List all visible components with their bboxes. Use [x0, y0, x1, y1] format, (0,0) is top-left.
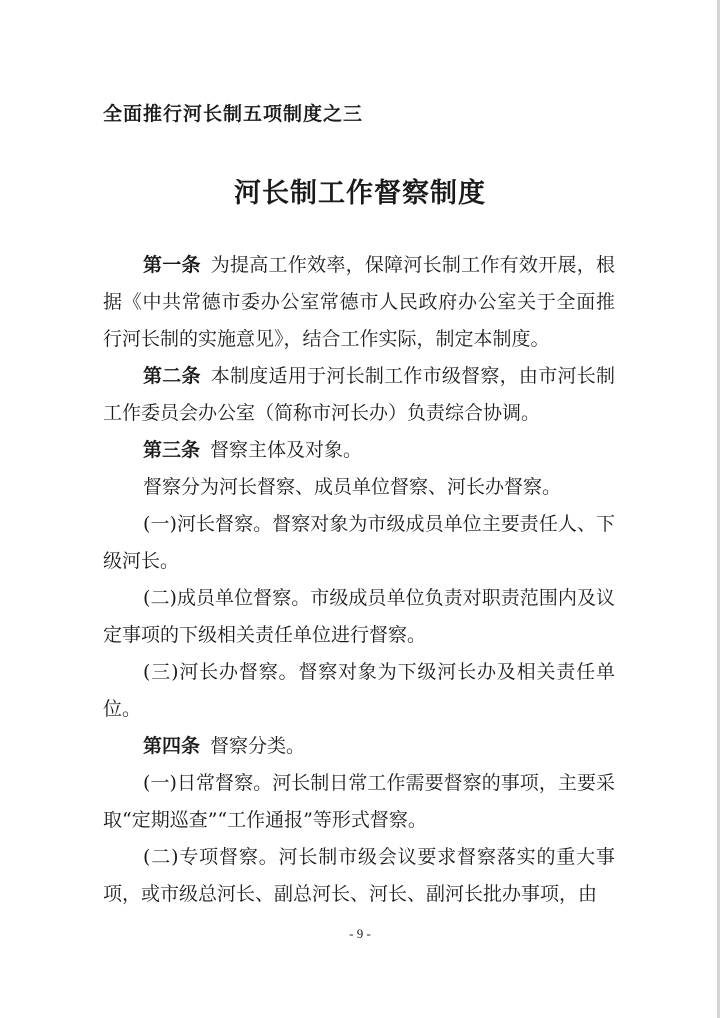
- series-label: 全面推行河长制五项制度之三: [103, 103, 364, 125]
- paragraph-text: 督察分为河长督察、成员单位督察、河长办督察。: [143, 476, 562, 498]
- paragraph-article-3: [103, 432, 615, 469]
- paragraph-text: 督察分类。: [210, 735, 306, 757]
- page-number: - 9 -: [349, 926, 371, 941]
- paragraph-text: (三)河长办督察。督察对象为下级河长办及相关责任单位。: [103, 661, 615, 720]
- article-number: 第四条: [143, 735, 201, 757]
- paragraph-article-1: [103, 247, 615, 358]
- paragraph-text: 为提高工作效率，保障河长制工作有效开展，根据《中共常德市委办公室常德市人民政府办公室关于全面推行河长制的实施意见》，结合工作实际，制定本制度。: [103, 254, 615, 350]
- paragraph-text: (一)日常督察。河长制日常工作需要督察的事项，主要采取“定期巡查”“工作通报”等形式督察。: [103, 772, 615, 831]
- paragraph-daily-supervision: [103, 765, 615, 839]
- paragraph-text: (二)成员单位督察。市级成员单位负责对职责范围内及议定事项的下级相关责任单位进行督察。: [103, 587, 615, 646]
- paragraph-item-2: [103, 580, 615, 654]
- paragraph-text: (二)专项督察。河长制市级会议要求督察落实的重大事项，或市级总河长、副总河长、河长、副河长批办事项，由: [103, 846, 615, 905]
- document-title: 河长制工作督察制度: [234, 178, 486, 209]
- paragraph-article-4: [103, 728, 615, 765]
- paragraph-item-3: [103, 654, 615, 728]
- article-number: 第一条: [143, 254, 201, 276]
- paragraph-supervision-types: [103, 469, 615, 506]
- paragraph-text: 本制度适用于河长制工作市级督察，由市河长制工作委员会办公室（简称市河长办）负责综合协调。: [103, 365, 615, 424]
- document-body: [103, 247, 615, 913]
- paragraph-text: (一)河长督察。督察对象为市级成员单位主要责任人、下级河长。: [103, 513, 615, 572]
- paragraph-article-2: [103, 358, 615, 432]
- paragraph-text: 督察主体及对象。: [210, 439, 363, 461]
- article-number: 第三条: [143, 439, 201, 461]
- paragraph-special-supervision: [103, 839, 615, 913]
- article-number: 第二条: [143, 365, 201, 387]
- paragraph-item-1: [103, 506, 615, 580]
